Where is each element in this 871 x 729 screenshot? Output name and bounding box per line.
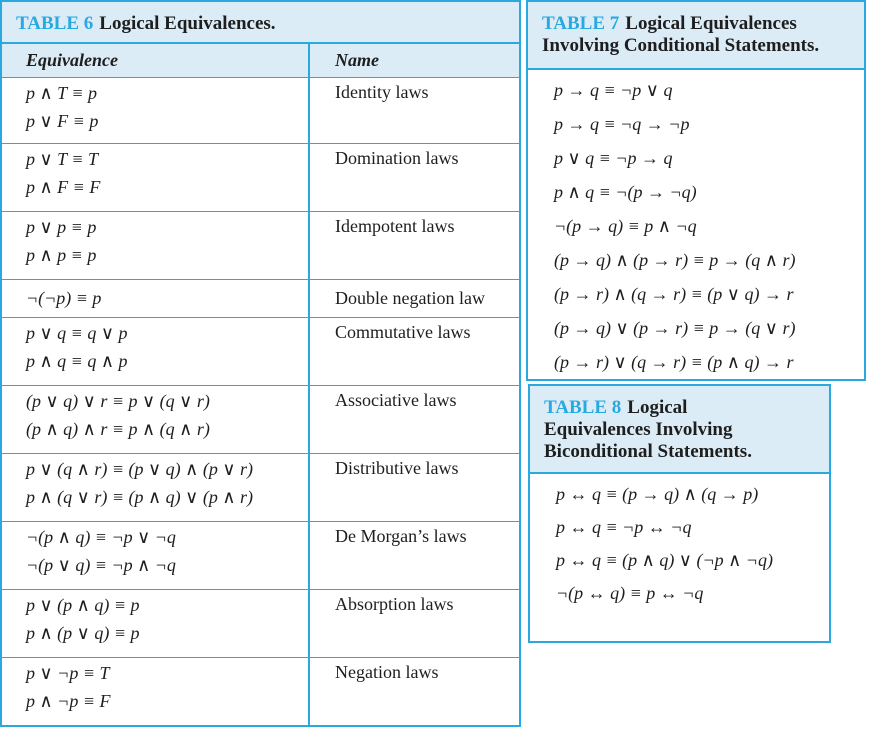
law-name: Absorption laws [335,594,454,614]
column-divider [308,44,310,725]
table-7-number: TABLE 7 [542,13,620,34]
table-7-conditional-equivalences [526,0,866,381]
table-6-header-row [2,44,519,78]
law-name: Identity laws [335,82,429,102]
equivalence-text: p ∨ (q ∧ r) ≡ (p ∨ q) ∧ (p ∨ r) [26,459,253,479]
equivalence-text: p ∨ (p ∧ q) ≡ p [26,595,140,615]
equivalence-text: p ∨ ¬p ≡ T [26,663,110,683]
equivalence-text: ¬(p ∧ q) ≡ ¬p ∨ ¬q [26,527,176,547]
table-row [2,318,519,386]
conditional-equivalence-text: p ∧ q ≡ ¬(p → ¬q) [554,182,697,202]
law-name: Distributive laws [335,458,459,478]
column-header-name: Name [335,50,379,70]
equivalence-text: p ∨ q ≡ q ∨ p [26,323,128,343]
law-name: De Morgan’s laws [335,526,467,546]
table-row [2,78,519,144]
table-7-title-line2: Involving Conditional Statements. [542,35,820,56]
table-8-biconditional-equivalences [528,384,831,643]
table-row [2,144,519,212]
equivalence-text: p ∧ ¬p ≡ F [26,691,111,711]
table-row [2,658,519,726]
table-8-title-line1: Logical [627,397,688,418]
law-name: Commutative laws [335,322,471,342]
law-name: Double negation law [335,288,485,308]
equivalence-text: p ∧ F ≡ F [26,177,101,197]
conditional-equivalence-text: p ∨ q ≡ ¬p → q [554,148,673,168]
conditional-equivalence-text: (p → q) ∨ (p → r) ≡ p → (q ∨ r) [554,318,796,338]
table-7-title-line1: Logical Equivalences [625,13,797,34]
equivalence-text: p ∨ T ≡ T [26,149,99,169]
biconditional-equivalence-text: p ↔ q ≡ (p ∧ q) ∨ (¬p ∧ ¬q) [556,550,773,570]
conditional-equivalence-text: p → q ≡ ¬p ∨ q [554,80,673,100]
conditional-equivalence-text: (p → q) ∧ (p → r) ≡ p → (q ∧ r) [554,250,796,270]
equivalence-text: p ∨ F ≡ p [26,111,99,131]
table-row [2,454,519,522]
equivalence-text: p ∧ (p ∨ q) ≡ p [26,623,140,643]
law-name: Domination laws [335,148,459,168]
law-name: Idempotent laws [335,216,455,236]
equivalence-text: p ∧ q ≡ q ∧ p [26,351,128,371]
law-name: Associative laws [335,390,457,410]
equivalence-text: p ∧ (q ∨ r) ≡ (p ∧ q) ∨ (p ∧ r) [26,487,253,507]
table-6-number: TABLE 6 [16,13,94,34]
table-row [2,590,519,658]
conditional-equivalence-text: ¬(p → q) ≡ p ∧ ¬q [554,216,697,236]
table-6-title [2,2,519,44]
column-header-equivalence: Equivalence [26,50,118,70]
table-8-number: TABLE 8 [544,397,622,418]
conditional-equivalence-text: p → q ≡ ¬q → ¬p [554,114,690,134]
equivalence-text: p ∧ p ≡ p [26,245,97,265]
biconditional-equivalence-text: p ↔ q ≡ (p → q) ∧ (q → p) [556,484,759,504]
equivalence-text: (p ∧ q) ∧ r ≡ p ∧ (q ∧ r) [26,419,210,439]
table-7-title [528,2,864,70]
biconditional-equivalence-text: p ↔ q ≡ ¬p ↔ ¬q [556,517,692,537]
biconditional-equivalence-text: ¬(p ↔ q) ≡ p ↔ ¬q [556,583,704,603]
equivalence-text: (p ∨ q) ∨ r ≡ p ∨ (q ∨ r) [26,391,210,411]
table-6-title-text: Logical Equivalences. [99,13,276,34]
law-name: Negation laws [335,662,439,682]
equivalence-text: ¬(p ∨ q) ≡ ¬p ∧ ¬q [26,555,176,575]
table-8-title-line3: Biconditional Statements. [544,441,752,462]
table-row [2,280,519,318]
table-row [2,212,519,280]
conditional-equivalence-text: (p → r) ∧ (q → r) ≡ (p ∨ q) → r [554,284,794,304]
conditional-equivalence-text: (p → r) ∨ (q → r) ≡ (p ∧ q) → r [554,352,794,372]
table-8-title-line2: Equivalences Involving [544,419,733,440]
equivalence-text: p ∧ T ≡ p [26,83,98,103]
table-8-title [530,386,829,474]
table-row [2,522,519,590]
table-row [2,386,519,454]
equivalence-text: p ∨ p ≡ p [26,217,97,237]
equivalence-text: ¬(¬p) ≡ p [26,288,102,308]
